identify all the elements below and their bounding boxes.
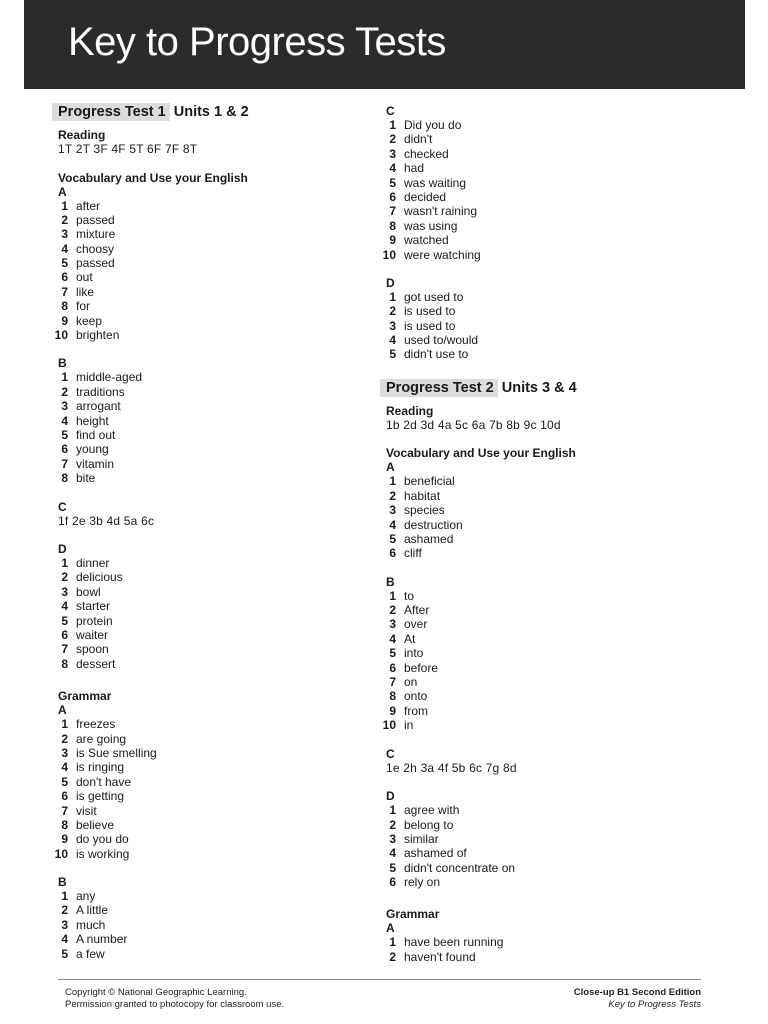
test2-vocab-a-list <box>386 474 706 560</box>
answer-text: into <box>404 646 424 661</box>
answer-text: species <box>404 503 445 518</box>
answer-row <box>58 746 358 760</box>
answer-row <box>58 428 358 442</box>
answer-row <box>386 132 706 146</box>
test2-grammar-a-list <box>386 935 706 964</box>
answer-number: 2 <box>61 731 68 746</box>
answer-text: checked <box>404 146 449 161</box>
answer-text: is used to <box>404 318 456 333</box>
answer-text: visit <box>76 803 97 818</box>
answer-text: in <box>404 718 414 733</box>
answer-text: was waiting <box>404 175 467 190</box>
answer-row <box>58 556 358 570</box>
answer-row <box>58 732 358 746</box>
answer-text: beneficial <box>404 474 455 489</box>
answer-text: mixture <box>76 227 116 242</box>
test2-vocab-d-label: D <box>386 789 395 804</box>
answer-number: 9 <box>389 233 396 248</box>
answer-row <box>58 642 358 656</box>
test1-grammar-d-label: D <box>386 275 395 290</box>
answer-number: 2 <box>389 304 396 319</box>
answer-row <box>386 319 706 333</box>
answer-number: 1 <box>61 370 68 385</box>
answer-number: 5 <box>389 531 396 546</box>
answer-row <box>58 832 358 846</box>
answer-number: 5 <box>389 175 396 190</box>
answer-text: over <box>404 617 428 632</box>
answer-text: habitat <box>404 488 441 503</box>
answer-text: before <box>404 660 439 675</box>
answer-row <box>58 903 358 917</box>
test1-vocab-b-label: B <box>58 356 67 371</box>
answer-row <box>386 589 706 603</box>
answer-number: 7 <box>61 284 68 299</box>
answer-text: believe <box>76 817 115 832</box>
test2-vocab-c-answers: 1e 2h 3a 4f 5b 6c 7g 8d <box>386 760 517 775</box>
answer-row <box>58 570 358 584</box>
answer-text: got used to <box>404 289 464 304</box>
test2-units: Units 3 & 4 <box>501 379 577 396</box>
answer-text: is used to <box>404 304 456 319</box>
answer-row <box>386 689 706 703</box>
answer-row <box>386 532 706 546</box>
test1-grammar-b-label: B <box>58 875 67 890</box>
answer-row <box>386 935 706 949</box>
answer-text: to <box>404 588 415 603</box>
answer-row <box>386 290 706 304</box>
answer-row <box>58 918 358 932</box>
answer-row <box>58 314 358 328</box>
answer-number: 5 <box>61 427 68 442</box>
test1-vocab-c-label: C <box>58 499 67 514</box>
answer-number: 9 <box>389 703 396 718</box>
answer-text: freezes <box>76 717 116 732</box>
answer-number: 1 <box>389 588 396 603</box>
answer-number: 8 <box>61 817 68 832</box>
answer-text: much <box>76 917 106 932</box>
answer-row <box>58 585 358 599</box>
copyright-line-1: Copyright © National Geographic Learning. <box>65 987 247 998</box>
answer-number: 4 <box>389 631 396 646</box>
answer-row <box>386 546 706 560</box>
answer-number: 4 <box>61 241 68 256</box>
answer-number: 5 <box>61 613 68 628</box>
footer-edition <box>574 987 701 1011</box>
answer-row <box>386 161 706 175</box>
answer-text: are going <box>76 731 127 746</box>
answer-text: didn't use to <box>404 347 469 362</box>
answer-number: 3 <box>61 399 68 414</box>
answer-text: destruction <box>404 517 463 532</box>
test1-title <box>58 104 249 120</box>
answer-row <box>386 861 706 875</box>
answer-row <box>58 889 358 903</box>
answer-text: young <box>76 442 109 457</box>
answer-text: middle-aged <box>76 370 143 385</box>
left-column <box>54 104 358 961</box>
answer-text: like <box>76 284 95 299</box>
answer-number: 3 <box>389 831 396 846</box>
answer-row <box>58 804 358 818</box>
answer-number: 4 <box>61 413 68 428</box>
answer-text: delicious <box>76 570 123 585</box>
answer-number: 5 <box>389 347 396 362</box>
answer-number: 1 <box>61 717 68 732</box>
right-column <box>382 104 706 964</box>
answer-text: dessert <box>76 656 116 671</box>
answer-row <box>386 190 706 204</box>
answer-row <box>58 818 358 832</box>
test1-reading <box>58 128 358 157</box>
answer-number: 6 <box>389 546 396 561</box>
answer-row <box>58 199 358 213</box>
answer-row <box>386 818 706 832</box>
footer-divider <box>58 979 701 980</box>
answer-text: decided <box>404 189 447 204</box>
edition-name: Close-up B1 Second Edition <box>573 987 701 998</box>
answer-row <box>58 932 358 946</box>
answer-number: 4 <box>389 161 396 176</box>
footer-copyright <box>65 987 284 1011</box>
answer-number: 1 <box>61 556 68 571</box>
answer-row <box>58 370 358 384</box>
answer-number: 6 <box>61 442 68 457</box>
answer-number: 8 <box>61 656 68 671</box>
answer-number: 2 <box>389 817 396 832</box>
answer-row <box>386 617 706 631</box>
answer-number: 2 <box>389 132 396 147</box>
answer-number: 5 <box>61 774 68 789</box>
answer-text: were watching <box>404 247 481 262</box>
test1-vocab-a-list <box>54 198 358 343</box>
answer-number: 6 <box>61 627 68 642</box>
answer-number: 6 <box>389 189 396 204</box>
test2-vocab-a-label: A <box>386 460 395 475</box>
answer-number: 1 <box>389 803 396 818</box>
test1-units: Units 1 & 2 <box>173 104 249 120</box>
answer-text: similar <box>404 831 439 846</box>
answer-row <box>58 775 358 789</box>
answer-number: 7 <box>61 803 68 818</box>
test2-reading <box>386 404 706 433</box>
answer-text: don't have <box>76 774 132 789</box>
answer-text: passed <box>76 256 115 271</box>
answer-text: out <box>76 270 93 285</box>
answer-text: waiter <box>76 627 109 642</box>
answer-row <box>386 333 706 347</box>
test2-grammar <box>386 907 706 964</box>
answer-number: 5 <box>61 946 68 961</box>
answer-row <box>386 233 706 247</box>
answer-number: 7 <box>389 675 396 690</box>
answer-row <box>58 270 358 284</box>
answer-number: 10 <box>54 846 68 861</box>
answer-text: dinner <box>76 556 110 571</box>
answer-text: is working <box>76 846 130 861</box>
answer-row <box>58 227 358 241</box>
page-title: Key to Progress Tests <box>68 20 446 64</box>
answer-text: A little <box>76 903 109 918</box>
answer-text: after <box>76 198 101 213</box>
answer-number: 5 <box>389 860 396 875</box>
answer-number: 5 <box>61 256 68 271</box>
answer-text: A number <box>76 932 128 947</box>
answer-text: haven't found <box>404 949 476 964</box>
answer-text: had <box>404 161 425 176</box>
answer-row <box>58 242 358 256</box>
answer-text: a few <box>76 946 105 961</box>
test2-reading-answers: 1b 2d 3d 4a 5c 6a 7b 8b 9c 10d <box>386 417 561 432</box>
answer-row <box>58 760 358 774</box>
answer-text: didn't <box>404 132 433 147</box>
answer-number: 1 <box>61 198 68 213</box>
answer-number: 4 <box>389 846 396 861</box>
test2-vocab-b-list <box>382 588 706 733</box>
answer-number: 1 <box>389 118 396 132</box>
answer-row <box>386 846 706 860</box>
answer-text: watched <box>404 233 449 248</box>
answer-row <box>58 628 358 642</box>
answer-row <box>386 347 706 361</box>
answer-row <box>58 599 358 613</box>
answer-number: 5 <box>389 646 396 661</box>
answer-text: didn't concentrate on <box>404 860 516 875</box>
answer-row <box>58 399 358 413</box>
test1-grammar-b-list <box>58 889 358 961</box>
answer-row <box>58 471 358 485</box>
test1-grammar <box>54 689 358 961</box>
answer-number: 3 <box>389 318 396 333</box>
answer-text: vitamin <box>76 456 115 471</box>
answer-text: find out <box>76 427 116 442</box>
answer-number: 8 <box>389 689 396 704</box>
answer-number: 4 <box>61 599 68 614</box>
answer-number: 7 <box>61 456 68 471</box>
test2-vocab-title: Vocabulary and Use your English <box>386 446 576 461</box>
answer-row <box>386 646 706 660</box>
answer-row <box>386 632 706 646</box>
answer-row <box>386 304 706 318</box>
answer-number: 1 <box>389 935 396 950</box>
page-header <box>24 0 745 89</box>
answer-number: 4 <box>389 517 396 532</box>
answer-row <box>386 803 706 817</box>
answer-text: agree with <box>404 803 460 818</box>
answer-number: 3 <box>61 584 68 599</box>
answer-number: 1 <box>61 889 68 904</box>
answer-number: 6 <box>61 789 68 804</box>
test1-grammar-c-label: C <box>386 104 395 118</box>
test1-grammar-c-list <box>382 118 706 262</box>
answer-number: 2 <box>389 949 396 964</box>
answer-row <box>386 489 706 503</box>
answer-text: At <box>404 631 416 646</box>
answer-text: onto <box>404 689 428 704</box>
answer-number: 9 <box>61 832 68 847</box>
answer-row <box>386 661 706 675</box>
answer-text: Did you do <box>404 118 462 132</box>
answer-text: for <box>76 299 91 314</box>
answer-number: 2 <box>389 603 396 618</box>
answer-text: on <box>404 675 418 690</box>
answer-number: 1 <box>389 474 396 489</box>
answer-text: is ringing <box>76 760 125 775</box>
answer-row <box>58 789 358 803</box>
answer-row <box>386 118 706 132</box>
answer-row <box>58 717 358 731</box>
answer-row <box>58 213 358 227</box>
answer-row <box>386 704 706 718</box>
answer-text: wasn't raining <box>404 204 477 219</box>
test1-vocab-d-label: D <box>58 542 67 557</box>
test2-reading-title: Reading <box>386 403 434 418</box>
test1-label: Progress Test 1 <box>52 103 170 121</box>
answer-text: passed <box>76 212 115 227</box>
answer-number: 3 <box>61 745 68 760</box>
answer-text: keep <box>76 313 103 328</box>
answer-row <box>386 875 706 889</box>
answer-row <box>386 474 706 488</box>
answer-text: ashamed <box>404 531 454 546</box>
test2-label: Progress Test 2 <box>380 379 498 397</box>
answer-number: 2 <box>61 384 68 399</box>
test2-vocab-b-label: B <box>386 574 395 589</box>
answer-text: used to/would <box>404 333 479 348</box>
answer-row <box>58 414 358 428</box>
answer-text: any <box>76 889 96 904</box>
answer-row <box>386 675 706 689</box>
test1-grammar-d-list <box>386 290 706 362</box>
test2-grammar-title: Grammar <box>386 907 440 922</box>
test1-grammar-a-label: A <box>58 703 67 718</box>
answer-text: cliff <box>404 546 422 561</box>
test1-vocab-c-answers: 1f 2e 3b 4d 5a 6c <box>58 513 155 528</box>
answer-text: was using <box>404 218 458 233</box>
answer-text: traditions <box>76 384 125 399</box>
answer-text: from <box>404 703 428 718</box>
test1-grammar-title: Grammar <box>58 689 112 704</box>
document-name: Key to Progress Tests <box>608 999 701 1010</box>
answer-text: is getting <box>76 789 125 804</box>
answer-number: 9 <box>61 313 68 328</box>
answer-number: 3 <box>389 146 396 161</box>
answer-row <box>382 247 706 262</box>
answer-number: 6 <box>61 270 68 285</box>
answer-row <box>386 950 706 964</box>
answer-text: choosy <box>76 241 115 256</box>
test1-reading-title: Reading <box>58 128 106 142</box>
test1-vocab-title: Vocabulary and Use your English <box>58 170 248 185</box>
answer-number: 4 <box>61 932 68 947</box>
answer-row <box>58 299 358 313</box>
answer-number: 3 <box>61 917 68 932</box>
test2-vocab-c-label: C <box>386 746 395 761</box>
answer-number: 2 <box>61 570 68 585</box>
answer-number: 10 <box>54 328 68 343</box>
answer-number: 10 <box>382 247 396 262</box>
answer-number: 2 <box>61 212 68 227</box>
answer-text: height <box>76 413 109 428</box>
test1-grammar-a-list <box>54 717 358 861</box>
answer-row <box>386 518 706 532</box>
answer-text: do you do <box>76 832 129 847</box>
test1-vocab-d-list <box>58 556 358 671</box>
answer-text: ashamed of <box>404 846 467 861</box>
test1-vocab-b-list <box>58 370 358 485</box>
answer-row <box>58 385 358 399</box>
answer-text: protein <box>76 613 113 628</box>
answer-text: spoon <box>76 642 109 657</box>
test2-title <box>386 380 577 396</box>
answer-row <box>386 832 706 846</box>
answer-number: 1 <box>389 289 396 304</box>
test1-vocab-a-label: A <box>58 184 67 199</box>
answer-number: 3 <box>389 503 396 518</box>
answer-row <box>382 718 706 733</box>
copyright-line-2: Permission granted to photocopy for classroom use. <box>65 999 285 1010</box>
answer-row <box>58 442 358 456</box>
answer-text: have been running <box>404 935 504 950</box>
answer-number: 8 <box>389 218 396 233</box>
answer-number: 3 <box>61 227 68 242</box>
answer-number: 8 <box>61 299 68 314</box>
answer-number: 4 <box>389 333 396 348</box>
answer-row <box>58 256 358 270</box>
answer-number: 7 <box>61 642 68 657</box>
answer-text: rely on <box>404 875 441 890</box>
answer-row <box>386 147 706 161</box>
answer-row <box>58 614 358 628</box>
answer-text: starter <box>76 599 111 614</box>
answer-row <box>386 176 706 190</box>
answer-text: is Sue smelling <box>76 745 157 760</box>
answer-number: 2 <box>389 488 396 503</box>
answer-row <box>58 285 358 299</box>
answer-number: 8 <box>61 471 68 486</box>
test2-grammar-a-label: A <box>386 921 395 936</box>
test2-vocab <box>382 446 706 890</box>
answer-number: 7 <box>389 204 396 219</box>
answer-text: brighten <box>76 328 120 343</box>
answer-text: bite <box>76 471 96 486</box>
answer-row <box>386 503 706 517</box>
test2-vocab-d-list <box>386 803 706 889</box>
answer-row <box>54 846 358 861</box>
answer-number: 6 <box>389 875 396 890</box>
answer-text: arrogant <box>76 399 121 414</box>
answer-row <box>54 328 358 343</box>
answer-number: 6 <box>389 660 396 675</box>
answer-text: bowl <box>76 584 101 599</box>
answer-row <box>386 204 706 218</box>
test1-reading-answers: 1T 2T 3F 4F 5T 6F 7F 8T <box>58 142 198 156</box>
answer-number: 4 <box>61 760 68 775</box>
answer-number: 3 <box>389 617 396 632</box>
answer-number: 10 <box>382 718 396 733</box>
test1-vocab <box>54 170 358 672</box>
answer-number: 2 <box>61 903 68 918</box>
answer-text: After <box>404 603 430 618</box>
answer-row <box>58 657 358 671</box>
answer-row <box>58 947 358 961</box>
answer-row <box>386 219 706 233</box>
answer-row <box>386 603 706 617</box>
answer-row <box>58 457 358 471</box>
answer-text: belong to <box>404 817 454 832</box>
